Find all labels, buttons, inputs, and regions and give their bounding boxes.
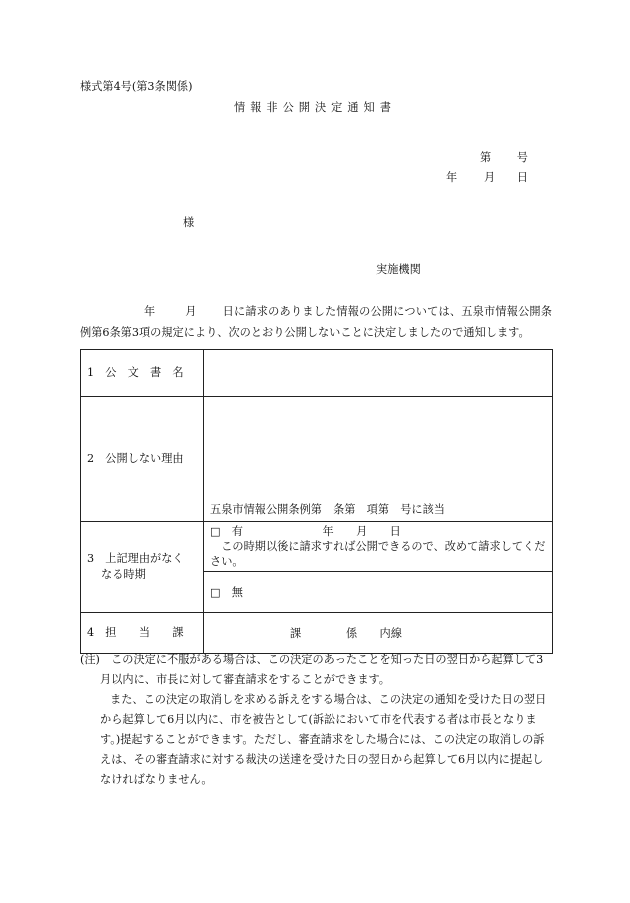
- timing-label-line2: なる時期: [101, 568, 146, 581]
- department-label: 4 担 当 課: [81, 613, 204, 654]
- timing-yes-checkbox[interactable]: □ 有: [210, 525, 243, 538]
- timing-yes-date: 年 月 日: [322, 525, 401, 538]
- intro-month: 月: [185, 305, 197, 318]
- department-field[interactable]: [204, 613, 553, 654]
- note-1: (注) この決定に不服がある場合は、この決定のあったことを知った日の翌日から起算して3月以内に、市長に対して審査請求をすることができます。: [80, 653, 544, 686]
- reason-field[interactable]: [204, 397, 553, 522]
- table-row: [81, 350, 553, 397]
- timing-no-cell[interactable]: [204, 572, 553, 613]
- reason-label: 2 公開しない理由: [81, 397, 204, 522]
- issuer: 実施機関: [376, 263, 421, 276]
- timing-label-line1: 3 上記理由がなく: [87, 552, 184, 565]
- document-name-label: 1 公 文 書 名: [81, 350, 204, 397]
- date-year: 年: [446, 171, 458, 184]
- decision-table: [80, 349, 553, 654]
- date-month: 月: [484, 171, 496, 184]
- table-row: [81, 397, 553, 522]
- date-day: 日: [516, 171, 528, 184]
- table-row: [81, 613, 553, 654]
- timing-yes-note: この時期以後に請求すれば公開できるので、改めて請求してください。: [210, 540, 546, 568]
- note-2: また、この決定の取消しを求める訴えをする場合は、この決定の通知を受けた日の翌日から起算して6月以内に、市を被告として(訴訟において市を代表する者は市長となります。)提起することができます。ただし、審査請求をした場合には、この決定の取消しの訴えは、その審査請求に対する裁決の送達を受けた日の翌日から起算して6月以内に提起しなければなりません。: [100, 693, 547, 786]
- disclosure-timing-label: [81, 522, 204, 613]
- doc-no-go: 号: [516, 151, 528, 164]
- intro-year: 年: [144, 305, 156, 318]
- notes: [80, 650, 552, 790]
- doc-no-dai: 第: [480, 151, 492, 164]
- timing-yes-cell[interactable]: [204, 522, 553, 572]
- department-value: 課 係 内線: [290, 627, 402, 640]
- ordinance-reference: 五泉市情報公開条例第 条第 項第 号に該当: [210, 503, 445, 516]
- intro-text: 日に請求のありました情報の公開については、五泉市情報公開条例第6条第3項の規定により、次のとおり公開しないことに決定しましたので通知します。: [80, 305, 552, 339]
- table-row: [81, 522, 553, 572]
- document-title: 情報非公開決定通知書: [234, 101, 396, 114]
- document-name-field[interactable]: [204, 350, 553, 397]
- intro-paragraph: [80, 301, 552, 343]
- addressee: 様: [183, 216, 195, 229]
- form-number: 様式第4号(第3条関係): [80, 80, 193, 93]
- timing-no-checkbox[interactable]: □ 無: [210, 586, 243, 599]
